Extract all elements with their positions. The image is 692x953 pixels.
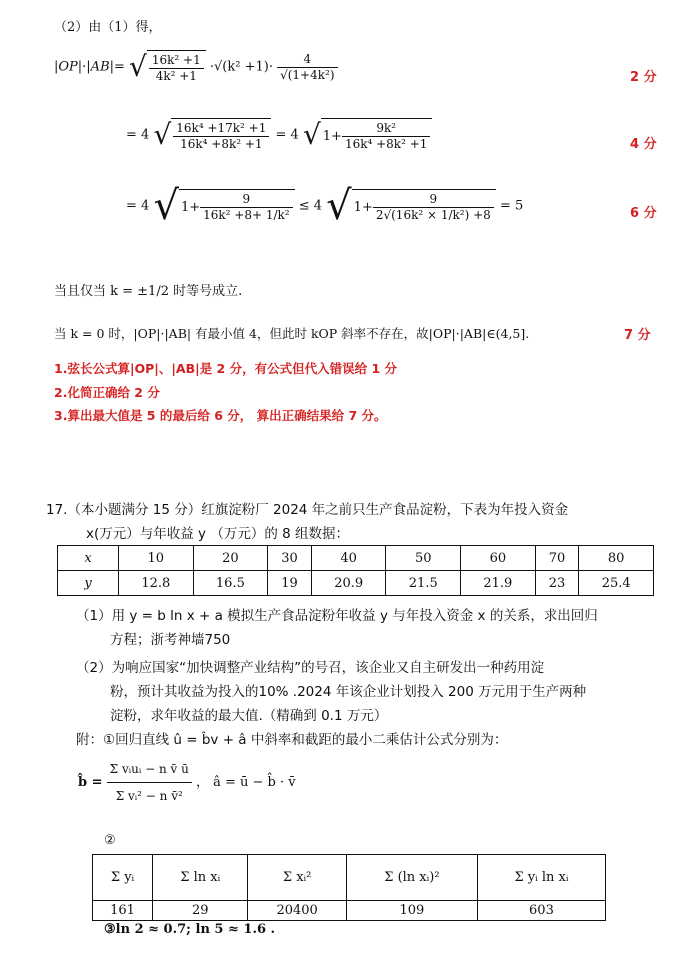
- eq1-lhs: |OP|·|AB|=: [54, 59, 125, 75]
- table-cell: 50: [386, 546, 461, 571]
- stats-header: Σ ln xᵢ: [153, 855, 248, 901]
- equation-3: = 4 √ 1+ $\frac{9}{\text{16k² +8+ 1/k²}}$ ≤ 4 √ 1+ $\frac{9}{\text{2√(16k² × 1/k²) +8}}$ = 5: [126, 183, 524, 229]
- stats-table: [92, 854, 606, 921]
- eq2-num2: 9k²: [342, 121, 430, 137]
- appendix-line: 附：①回归直线 û = b̂v + â 中斜率和截距的最小二乘估计公式分别为：: [76, 732, 508, 748]
- eq2-a: = 4: [126, 127, 150, 143]
- table-header-y: y: [58, 571, 119, 596]
- eq1-den1: 4k² +1: [155, 69, 197, 83]
- sub-question-2a: （2）为响应国家“加快调整产业结构”的号召，该企业又自主研发出一种药用淀: [76, 660, 545, 676]
- stats-header: Σ yᵢ ln xᵢ: [477, 855, 605, 901]
- q17-line-2: x(万元）与年收益 y （万元）的 8 组数据：: [86, 526, 349, 542]
- note-2: 2.化简正确给 2 分: [54, 385, 160, 400]
- eq2-b: = 4: [275, 127, 299, 143]
- table-row-y: [58, 571, 654, 596]
- stats-header-row: [93, 855, 606, 901]
- table-cell: 12.8: [119, 571, 194, 596]
- note-1: 1.弦长公式算|OP|、|AB|是 2 分，有公式但代入错误给 1 分: [54, 361, 398, 376]
- sub-question-2c: 淀粉，求年收益的最大值.（精确到 0.1 万元）: [110, 708, 388, 724]
- eq2-num: 16k⁴ +17k² +1: [173, 121, 269, 137]
- eq2-den2: 16k⁴ +8k² +1: [344, 137, 428, 151]
- eq3-a: = 4: [126, 198, 150, 214]
- table-header-x: x: [58, 546, 119, 571]
- table-cell: 30: [268, 546, 312, 571]
- formula-b-lhs: b̂ =: [78, 775, 103, 790]
- note-3: 3.算出最大值是 5 的最后给 6 分， 算出正确结果给 7 分。: [54, 408, 387, 423]
- part2-heading: （2）由（1）得，: [54, 20, 162, 35]
- eq3-end: = 5: [499, 198, 524, 214]
- table-cell: 23: [535, 571, 579, 596]
- marker-2: ②: [104, 833, 116, 848]
- stats-value: 603: [477, 901, 605, 921]
- table-cell: 16.5: [193, 571, 268, 596]
- table-cell: 21.9: [461, 571, 536, 596]
- table-cell: 21.5: [386, 571, 461, 596]
- sub-question-1b: 方程；浙考神墙750: [110, 632, 231, 648]
- eq1-mid: ·√(k² +1)·: [209, 59, 273, 75]
- table-cell: 10: [119, 546, 194, 571]
- table-cell: 20: [193, 546, 268, 571]
- stats-header: Σ yᵢ: [93, 855, 153, 901]
- table-cell: 60: [461, 546, 536, 571]
- stats-header: Σ (ln xᵢ)²: [346, 855, 477, 901]
- eq1-frac2: [277, 52, 337, 83]
- eq3-le: ≤ 4: [298, 198, 323, 214]
- score-4: 7 分: [624, 328, 651, 343]
- equality-condition: 当且仅当 k = ±1/2 时等号成立.: [54, 284, 243, 299]
- sub-question-2b: 粉，预计其收益为投入的10% .2024 年该企业计划投入 200 万元用于生产两种: [110, 684, 587, 700]
- equation-2: = 4 √ $\frac{\text{16k⁴ +17k² +1}}{\text{16k⁴ +8k² +1}}$ = 4 √ 1+ $\frac{\text{9k²}}{\text{16k⁴ +8k² +1}}$: [126, 118, 432, 152]
- table-cell: 80: [579, 546, 654, 571]
- table-cell: 19: [268, 571, 312, 596]
- stats-value: 29: [153, 901, 248, 921]
- conclusion: 当 k = 0 时，|OP|·|AB| 有最小值 4，但此时 kOP 斜率不存在，故|OP|·|AB|∈(4,5].: [54, 326, 530, 341]
- eq1-den2: √(1+4k²): [280, 67, 335, 82]
- table-cell: 70: [535, 546, 579, 571]
- eq1-sqrt: √ $\frac{\text{16k² +1}}{\text{4k² +1}}$: [129, 50, 206, 84]
- sub-question-1a: （1）用 y = b ln x + a 模拟生产食品淀粉年收益 y 与年投入资金 x 的关系，求出回归: [76, 608, 598, 624]
- stats-value: 109: [346, 901, 477, 921]
- eq1-num1: 16k² +1: [149, 53, 204, 69]
- stats-value: 161: [93, 901, 153, 921]
- table-row-x: [58, 546, 654, 571]
- score-3: 6 分: [630, 206, 657, 221]
- q17-line-1: 17.（本小题满分 15 分）红旗淀粉厂 2024 年之前只生产食品淀粉，下表为年投入资金: [46, 502, 569, 518]
- table-cell: 40: [311, 546, 386, 571]
- formula-b: [78, 756, 296, 809]
- stats-header: Σ xᵢ²: [248, 855, 347, 901]
- eq2-one: 1+: [322, 129, 342, 144]
- score-1: 2 分: [630, 70, 657, 85]
- eq3-num: 9: [200, 192, 292, 208]
- score-2: 4 分: [630, 137, 657, 152]
- formula-b-den: Σ vᵢ² − n v̄²: [115, 789, 183, 803]
- eq3-num2: 9: [373, 192, 494, 208]
- stats-value-row: [93, 901, 606, 921]
- eq3-den2: 2√(16k² × 1/k²) +8: [375, 208, 491, 222]
- table-cell: 20.9: [311, 571, 386, 596]
- eq1-num2: 4: [277, 52, 337, 68]
- data-table: [57, 545, 654, 596]
- eq3-den: 16k² +8+ 1/k²: [203, 208, 290, 222]
- table-cell: 25.4: [579, 571, 654, 596]
- formula-a: ， â = ū − b̂ · v̄: [195, 775, 296, 790]
- eq2-den: 16k⁴ +8k² +1: [180, 137, 263, 151]
- equation-1: [54, 50, 338, 84]
- formula-b-num: Σ vᵢuᵢ − n v̄ ū: [107, 756, 192, 783]
- stats-value: 20400: [248, 901, 347, 921]
- marker-3: ③ln 2 ≈ 0.7; ln 5 ≈ 1.6 .: [104, 922, 276, 937]
